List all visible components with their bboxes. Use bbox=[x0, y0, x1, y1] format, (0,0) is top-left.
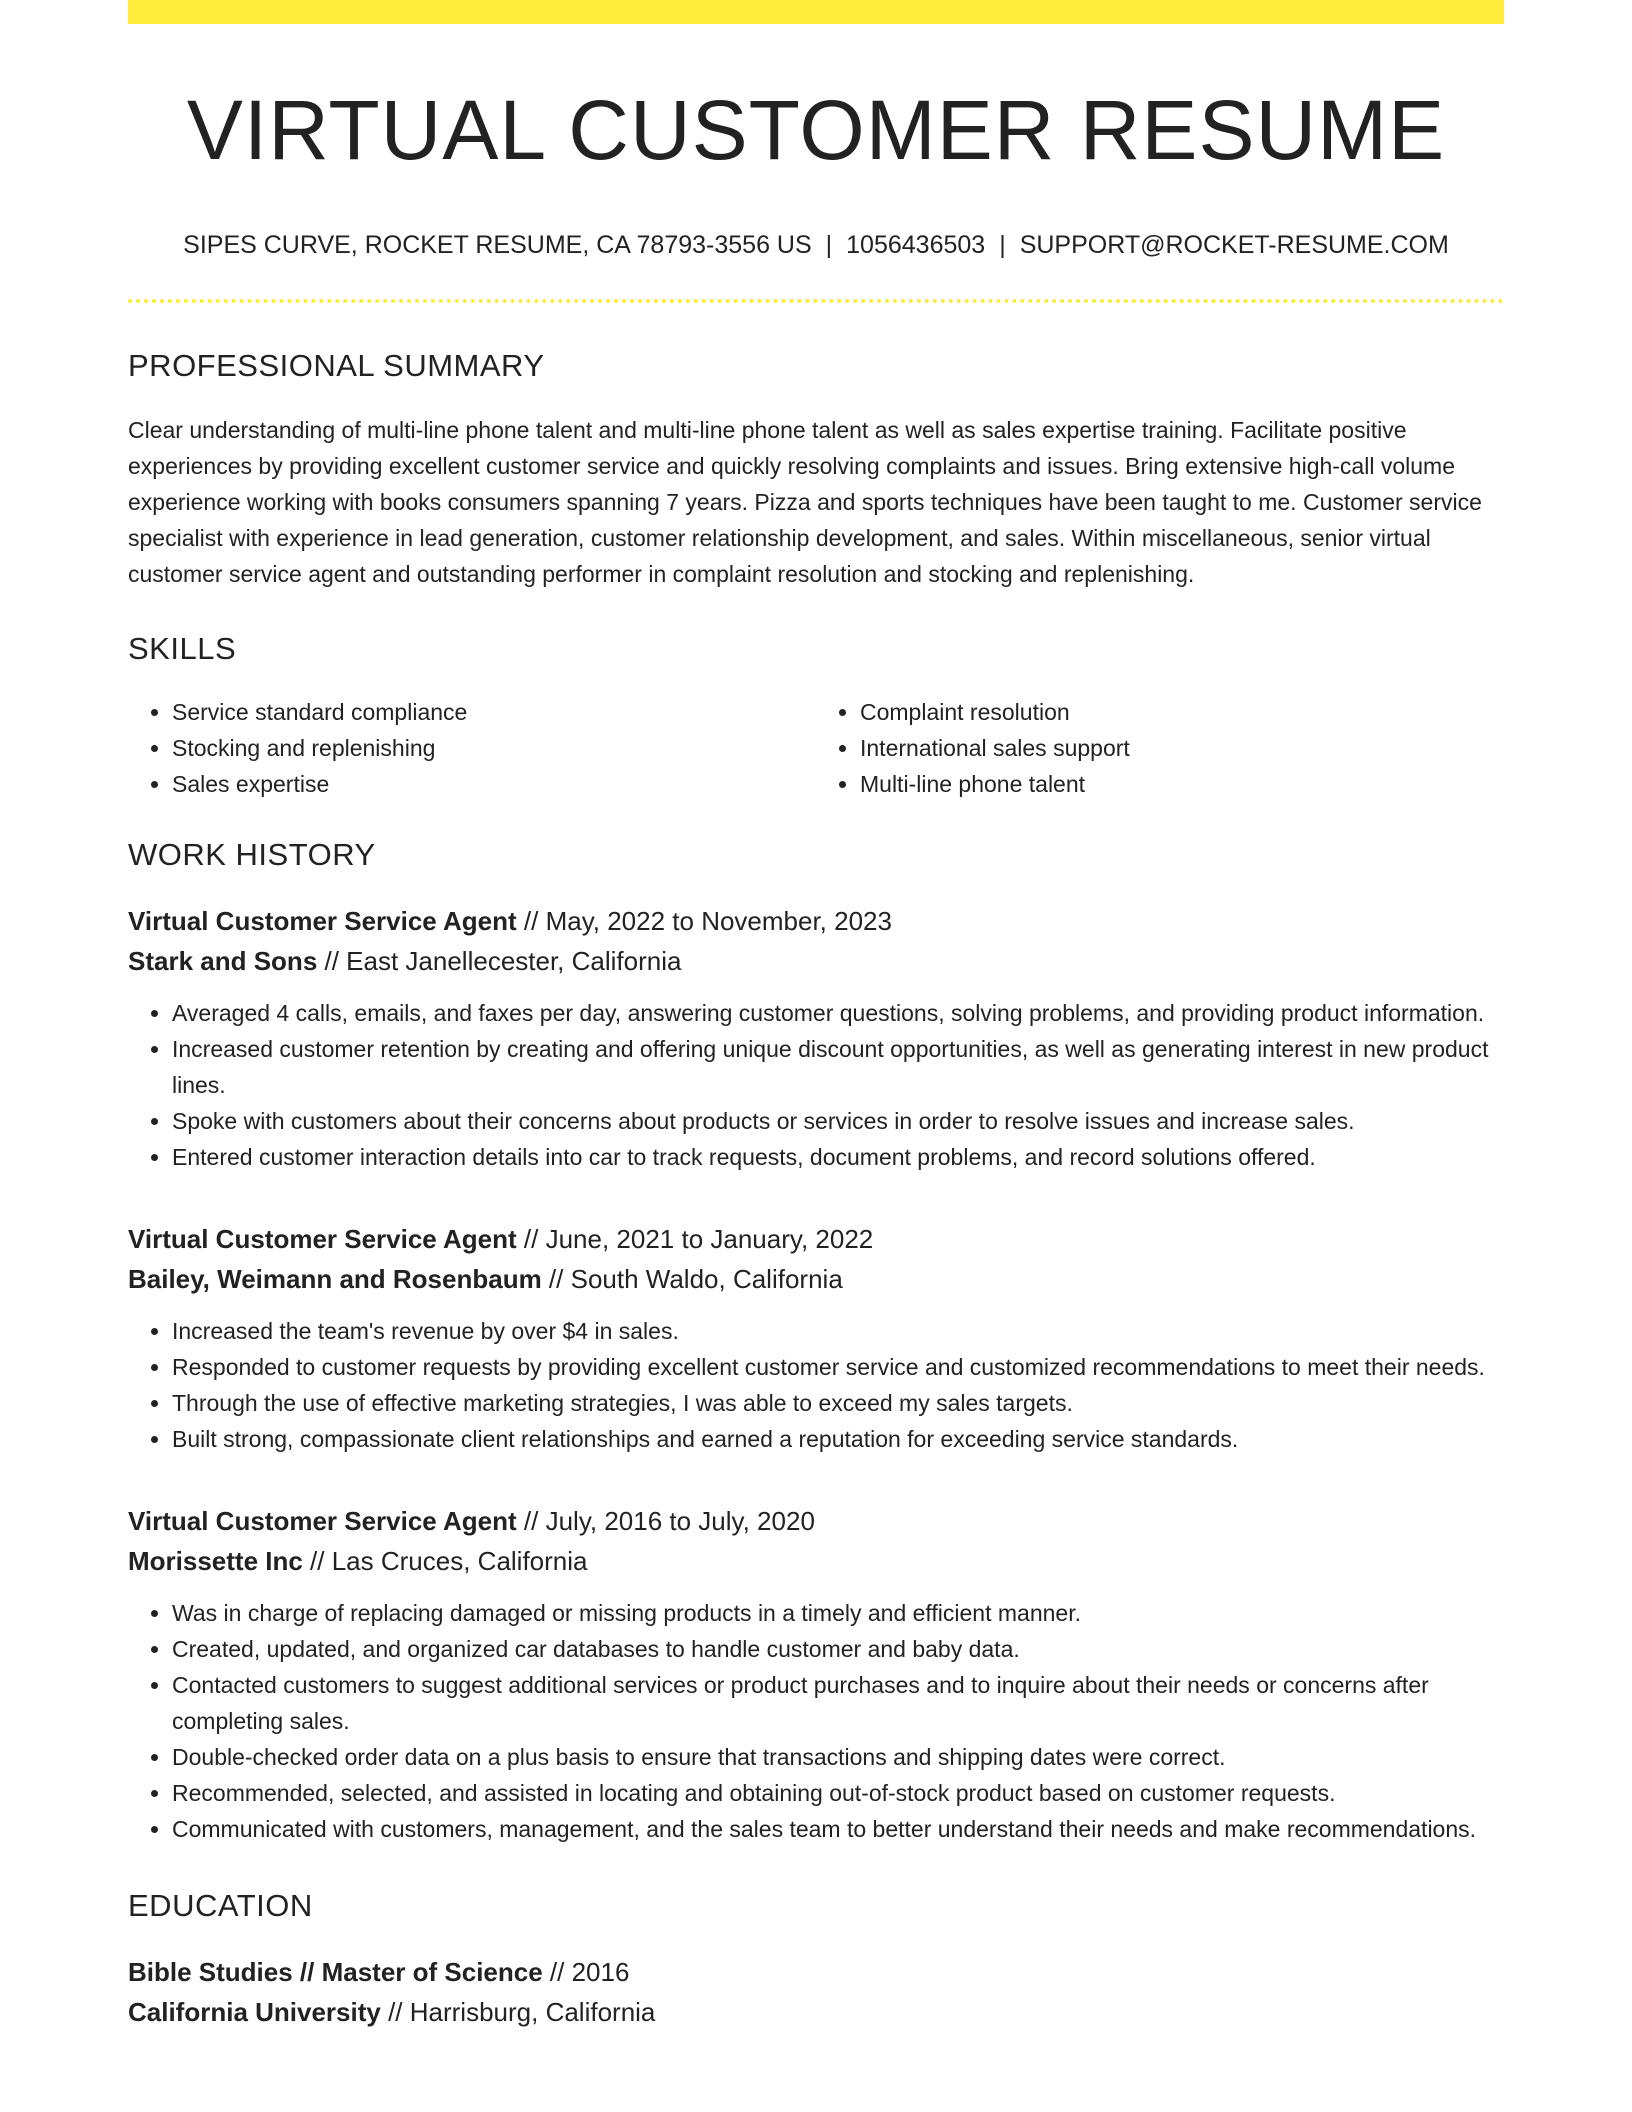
job-location: // South Waldo, California bbox=[541, 1263, 843, 1294]
job-bullet: • Was in charge of replacing damaged or missing products in a timely and efficient manner. bbox=[172, 1595, 1504, 1631]
job-bullet: • Increased customer retention by creating and offering unique discount opportunities, as well as generating interest in new product lines. bbox=[172, 1031, 1504, 1103]
job-bullet: • Recommended, selected, and assisted in locating and obtaining out-of-stock product based on customer requests. bbox=[172, 1775, 1504, 1811]
job-bullet: • Contacted customers to suggest additional services or product purchases and to inquire about their needs or concerns after completing sales. bbox=[172, 1667, 1504, 1739]
skill-item: • Multi-line phone talent bbox=[860, 766, 1504, 802]
job-location: // Las Cruces, California bbox=[302, 1545, 588, 1576]
contact-separator: | bbox=[999, 230, 1006, 259]
contact-separator: | bbox=[825, 230, 833, 259]
job-role: Virtual Customer Service Agent bbox=[128, 905, 517, 936]
job-bullet: • Entered customer interaction details into car to track requests, document problems, and record solutions offered. bbox=[172, 1139, 1504, 1175]
school-line bbox=[128, 1992, 1504, 2032]
skills-list bbox=[128, 694, 1504, 802]
job-bullet: • Increased the team's revenue by over $4 in sales. bbox=[172, 1313, 1504, 1349]
skill-item: • International sales support bbox=[860, 730, 1504, 766]
job-title-line bbox=[128, 1501, 1504, 1541]
summary-text: Clear understanding of multi-line phone talent and multi-line phone talent as well as sales expertise training. Facilitate positive experiences by providing excellent customer service and quickly resolving complaints and issues. Bring extensive high-call volume experience working with books consumers spanning 7 years. Pizza and sports techniques have been taught to me. Customer service specialist with experience in lead generation, customer relationship development, and sales. Within miscellaneous, senior virtual customer service agent and outstanding performer in complaint resolution and stocking and replenishing. bbox=[128, 417, 1482, 588]
job-entry bbox=[128, 1219, 1504, 1457]
job-entry bbox=[128, 1501, 1504, 1847]
phone-number: 1056436503 bbox=[846, 230, 986, 259]
work-history-heading: WORK HISTORY bbox=[128, 836, 376, 872]
degree: Bible Studies // Master of Science bbox=[128, 1957, 543, 1988]
top-accent-bar bbox=[128, 0, 1504, 24]
dotted-divider bbox=[128, 299, 1504, 303]
skill-item: • Complaint resolution bbox=[860, 694, 1504, 730]
job-company: Stark and Sons bbox=[128, 945, 318, 976]
skill-item: • Sales expertise bbox=[172, 766, 816, 802]
job-location: // East Janellecester, California bbox=[317, 945, 682, 976]
school-location: // Harrisburg, California bbox=[380, 1997, 656, 2028]
skill-item: • Stocking and replenishing bbox=[172, 730, 816, 766]
skill-item: • Service standard compliance bbox=[172, 694, 816, 730]
job-bullet: • Averaged 4 calls, emails, and faxes per day, answering customer questions, solving problems, and providing product information. bbox=[172, 995, 1504, 1031]
job-role: Virtual Customer Service Agent bbox=[128, 1223, 517, 1254]
summary-heading: PROFESSIONAL SUMMARY bbox=[128, 348, 545, 384]
job-bullet: • Spoke with customers about their concerns about products or services in order to resolve issues and increase sales. bbox=[172, 1103, 1504, 1139]
graduation-year: // 2016 bbox=[542, 1957, 630, 1988]
job-bullets bbox=[128, 1313, 1504, 1457]
resume-page bbox=[128, 0, 1504, 2032]
job-bullet: • Through the use of effective marketing strategies, I was able to exceed my sales targets. bbox=[172, 1385, 1504, 1421]
job-dates: // June, 2021 to January, 2022 bbox=[516, 1223, 874, 1254]
email-address: SUPPORT@ROCKET-RESUME.COM bbox=[1019, 230, 1449, 259]
job-company-line bbox=[128, 941, 1504, 981]
job-bullets bbox=[128, 1595, 1504, 1847]
job-dates: // May, 2022 to November, 2023 bbox=[516, 905, 892, 936]
job-bullet: • Communicated with customers, management, and the sales team to better understand their needs and make recommendations. bbox=[172, 1811, 1504, 1847]
contact-line bbox=[128, 229, 1504, 262]
skills-column-right bbox=[816, 694, 1504, 802]
degree-line bbox=[128, 1952, 1504, 1992]
resume-title: VIRTUAL CUSTOMER RESUME bbox=[186, 83, 1446, 177]
job-entry bbox=[128, 901, 1504, 1175]
job-company: Morissette Inc bbox=[128, 1545, 303, 1576]
job-bullet: • Double-checked order data on a plus basis to ensure that transactions and shipping dates were correct. bbox=[172, 1739, 1504, 1775]
job-bullets bbox=[128, 995, 1504, 1175]
education-entry bbox=[128, 1952, 1504, 2032]
job-dates: // July, 2016 to July, 2020 bbox=[516, 1505, 815, 1536]
job-company-line bbox=[128, 1541, 1504, 1581]
job-title-line bbox=[128, 1219, 1504, 1259]
job-company-line bbox=[128, 1259, 1504, 1299]
job-bullet: • Responded to customer requests by providing excellent customer service and customized recommendations to meet their needs. bbox=[172, 1349, 1504, 1385]
skills-heading: SKILLS bbox=[128, 631, 237, 667]
skills-column-left bbox=[128, 694, 816, 802]
job-title-line bbox=[128, 901, 1504, 941]
job-bullet: • Built strong, compassionate client relationships and earned a reputation for exceeding service standards. bbox=[172, 1421, 1504, 1457]
school-name: California University bbox=[128, 1997, 381, 2028]
job-bullet: • Created, updated, and organized car databases to handle customer and baby data. bbox=[172, 1631, 1504, 1667]
address: SIPES CURVE, ROCKET RESUME, CA 78793-3556 US bbox=[183, 230, 812, 259]
job-company: Bailey, Weimann and Rosenbaum bbox=[128, 1263, 542, 1294]
job-role: Virtual Customer Service Agent bbox=[128, 1505, 517, 1536]
education-heading: EDUCATION bbox=[128, 1887, 313, 1923]
